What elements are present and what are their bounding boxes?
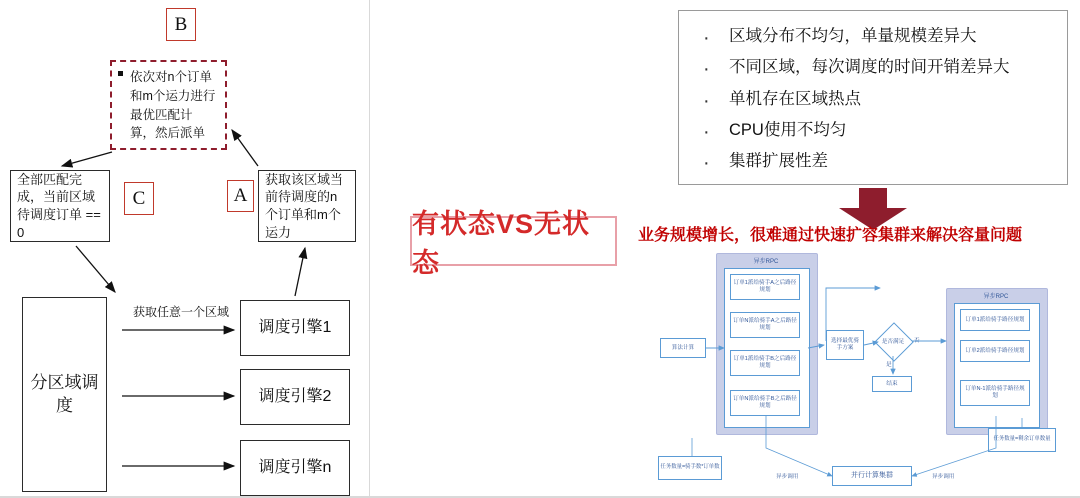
flow-connectors bbox=[640, 248, 1080, 496]
note-bullet-icon bbox=[118, 71, 123, 76]
flow-select-best: 选择最优骑手方案 bbox=[826, 330, 864, 360]
flow-decision-yes: 是 bbox=[886, 362, 892, 368]
box-all-matched bbox=[10, 170, 110, 242]
flow-left-item-1: 订单1派给骑手A之后路径规划 bbox=[730, 274, 800, 300]
flow-left-item-4: 订单N派给骑手B之后路径规划 bbox=[730, 390, 800, 416]
issues-panel bbox=[678, 10, 1068, 185]
box-partition-text: 分区域调度 bbox=[30, 372, 99, 415]
issue-item: · 集群扩展性差 bbox=[695, 146, 1053, 177]
vs-label: 有状态VS无状态 bbox=[412, 209, 591, 278]
stateful-vs-stateless-box bbox=[410, 209, 617, 278]
engine-box-n bbox=[240, 440, 350, 496]
flow-diagram bbox=[640, 248, 1080, 496]
flow-call-left: 异步调用 bbox=[776, 474, 799, 480]
issue-item: · 区域分布不均匀，单量规模差异大 bbox=[695, 21, 1053, 52]
dashed-note-box bbox=[110, 60, 227, 150]
flow-cluster-box: 并行计算集群 bbox=[832, 466, 912, 486]
engine-box-2 bbox=[240, 369, 350, 425]
marker-c: C bbox=[124, 182, 154, 215]
flow-right-item-2: 订单2派给骑手路径规划 bbox=[960, 340, 1030, 362]
flow-group-right-title: 异步RPC bbox=[983, 294, 1009, 300]
flow-end-box: 结束 bbox=[872, 376, 912, 392]
engine-label-n: 调度引擎n bbox=[258, 459, 332, 477]
flow-left-item-3: 订单1派给骑手B之后路径规划 bbox=[730, 350, 800, 376]
issue-item: · CPU使用不均匀 bbox=[695, 115, 1053, 146]
flow-note-left: 任务数量=骑手数*订单数 bbox=[658, 456, 722, 480]
flow-decision-no: 否 bbox=[914, 338, 920, 344]
marker-a: A bbox=[227, 180, 254, 212]
flow-left-item-2: 订单N派给骑手A之后路径规划 bbox=[730, 312, 800, 338]
marker-b: B bbox=[166, 8, 196, 41]
flow-call-right: 异步调用 bbox=[932, 474, 955, 480]
flow-right-item-1: 订单1派给骑手路径规划 bbox=[960, 309, 1030, 331]
box-get-region bbox=[258, 170, 356, 242]
engine-label-2: 调度引擎2 bbox=[258, 388, 332, 406]
engine-label-1: 调度引擎1 bbox=[258, 319, 332, 337]
flow-decision-label: 是否满足 bbox=[881, 339, 905, 345]
flow-right-item-3: 订单N-1派给骑手路径规划 bbox=[960, 380, 1030, 406]
engine-box-1 bbox=[240, 300, 350, 356]
panel-divider bbox=[369, 0, 370, 498]
issue-item: · 不同区域，每次调度的时间开销差异大 bbox=[695, 52, 1053, 83]
flow-algo-box: 算法计算 bbox=[660, 338, 706, 358]
conclusion-text: 业务规模增长，很难通过快速扩容集群来解决容量问题 bbox=[638, 227, 1023, 244]
flow-group-left-title: 异步RPC bbox=[753, 259, 779, 265]
box-get-region-text: 获取该区域当前待调度的n个订单和m个运力 bbox=[265, 171, 344, 240]
box-partition-scheduling bbox=[22, 297, 107, 492]
issues-list bbox=[695, 21, 1053, 178]
edge-label-any-region: 获取任意一个区域 bbox=[132, 305, 229, 319]
issue-item: · 单机存在区域热点 bbox=[695, 84, 1053, 115]
box-all-matched-text: 全部匹配完成，当前区域待调度订单 == 0 bbox=[17, 171, 101, 240]
dashed-note-text: 依次对n个订单和m个运力进行最优匹配计算，然后派单 bbox=[130, 70, 216, 141]
flow-note-right: 任务数量=剩余订单数量 bbox=[988, 428, 1056, 452]
